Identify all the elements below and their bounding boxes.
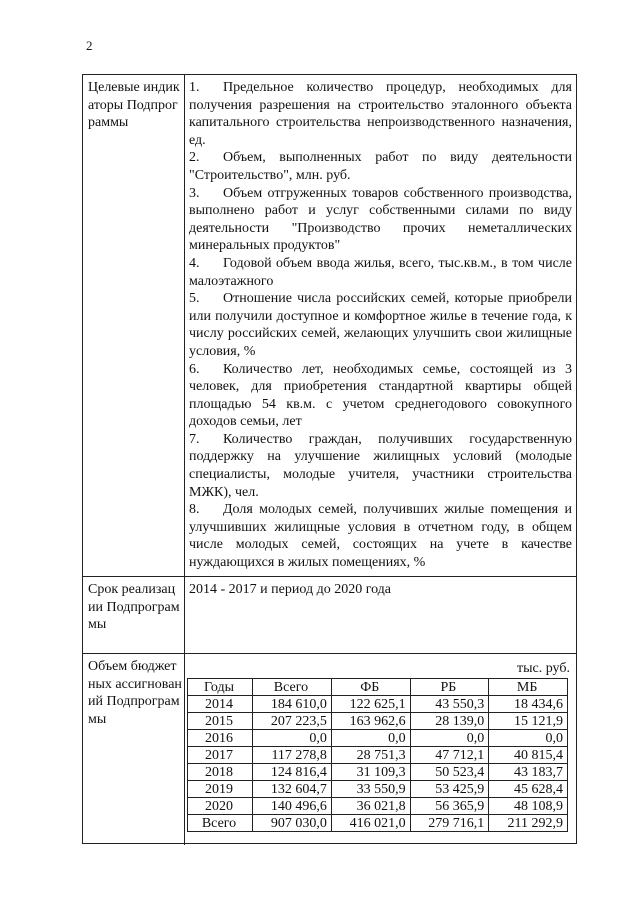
table-cell: 2014 (188, 696, 253, 713)
column-divider (184, 654, 185, 845)
table-cell: 45 628,4 (489, 781, 568, 798)
table-cell: 163 962,6 (331, 713, 410, 730)
table-cell: Всего (188, 815, 253, 832)
budget-table (187, 678, 568, 832)
indicator-item: 5. Отношение числа российских семей, которые приобрели или получили доступное и комфортное жилье в течение года, к числу российских семей, желающих улучшить свои жилищные условия, % (189, 291, 572, 359)
table-cell: 18 434,6 (489, 696, 568, 713)
page-number: 2 (86, 38, 93, 53)
table-cell: 2015 (188, 713, 253, 730)
table-cell: 279 716,1 (410, 815, 489, 832)
table-row (188, 798, 568, 815)
table-cell: 31 109,3 (331, 764, 410, 781)
indicator-item: 4. Годовой объем ввода жилья, всего, тыс.кв.м., в том числе малоэтажного (189, 255, 572, 289)
table-row (188, 764, 568, 781)
table-cell: 36 021,8 (331, 798, 410, 815)
table-cell: 40 815,4 (489, 747, 568, 764)
table-cell: 33 550,9 (331, 781, 410, 798)
indicator-item: 8. Доля молодых семей, получивших жилые помещения и улучшивших жилищные условия в отчетном году, в общем числе молодых семей, состоящих на учете в качестве нуждающихся в жилых помещениях, % (189, 502, 572, 571)
passport-table (82, 74, 577, 844)
table-row (188, 730, 568, 747)
indicator-item: 6. Количество лет, необходимых семье, состоящей из 3 человек, для приобретения стандартной квартиры общей площадью 54 кв.м. с учетом среднегодового совокупного доходов семьи, лет (189, 361, 572, 430)
budget-units: тыс. руб. (517, 661, 570, 676)
table-cell: 28 139,0 (410, 713, 489, 730)
table-cell: 207 223,5 (253, 713, 332, 730)
table-row (188, 781, 568, 798)
indicator-item: 2. Объем, выполненных работ по виду деятельности "Строительство", млн. руб. (189, 150, 572, 183)
table-cell: 184 610,0 (253, 696, 332, 713)
term-label: Срок реализации Подпрограммы (88, 582, 180, 632)
indicator-item: 7. Количество граждан, получивших государственную поддержку на улучшение жилищных условий (молодые специалисты, молодые учителя, участники строительства МЖК), чел. (189, 431, 572, 500)
table-cell: 56 365,9 (410, 798, 489, 815)
table-cell: 2016 (188, 730, 253, 747)
table-row (188, 713, 568, 730)
table-row (188, 696, 568, 713)
table-cell: 48 108,9 (489, 798, 568, 815)
table-cell: 124 816,4 (253, 764, 332, 781)
header-cell: РБ (410, 679, 489, 696)
table-cell: 50 523,4 (410, 764, 489, 781)
table-cell: 0,0 (410, 730, 489, 747)
table-cell: 117 278,8 (253, 747, 332, 764)
table-header-row (188, 679, 568, 696)
table-cell: 211 292,9 (489, 815, 568, 832)
indicators-label: Целевые индикаторы Подпрограммы (88, 80, 180, 130)
table-cell: 15 121,9 (489, 713, 568, 730)
table-cell: 907 030,0 (253, 815, 332, 832)
indicators-row (83, 75, 576, 577)
column-divider (184, 577, 185, 653)
budget-row (83, 654, 576, 845)
column-divider (184, 75, 185, 576)
indicators-list (189, 79, 572, 572)
table-cell: 47 712,1 (410, 747, 489, 764)
table-cell: 43 550,3 (410, 696, 489, 713)
table-cell: 0,0 (331, 730, 410, 747)
table-cell: 2019 (188, 781, 253, 798)
header-cell: ФБ (331, 679, 410, 696)
table-cell: 0,0 (489, 730, 568, 747)
table-row (188, 747, 568, 764)
table-cell: 2017 (188, 747, 253, 764)
table-total-row (188, 815, 568, 832)
table-cell: 53 425,9 (410, 781, 489, 798)
indicator-item: 1. Предельное количество процедур, необходимых для получения разрешения на строительство эталонного объекта капитального строительства непроизводственного назначения, ед. (189, 80, 572, 148)
table-cell: 122 625,1 (331, 696, 410, 713)
term-row (83, 577, 576, 654)
header-cell: Всего (253, 679, 332, 696)
table-cell: 2020 (188, 798, 253, 815)
header-cell: Годы (188, 679, 253, 696)
table-cell: 2018 (188, 764, 253, 781)
term-value: 2014 - 2017 и период до 2020 года (189, 582, 392, 597)
table-cell: 132 604,7 (253, 781, 332, 798)
table-cell: 416 021,0 (331, 815, 410, 832)
indicator-item: 3. Объем отгруженных товаров собственного производства, выполнено работ и услуг собственными силами по виду деятельности "Производство прочих неметаллических минеральных продуктов" (189, 185, 572, 254)
table-cell: 0,0 (253, 730, 332, 747)
budget-label: Объем бюджетных ассигнований Подпрограммы (88, 659, 182, 727)
table-cell: 140 496,6 (253, 798, 332, 815)
table-cell: 43 183,7 (489, 764, 568, 781)
header-cell: МБ (489, 679, 568, 696)
table-cell: 28 751,3 (331, 747, 410, 764)
